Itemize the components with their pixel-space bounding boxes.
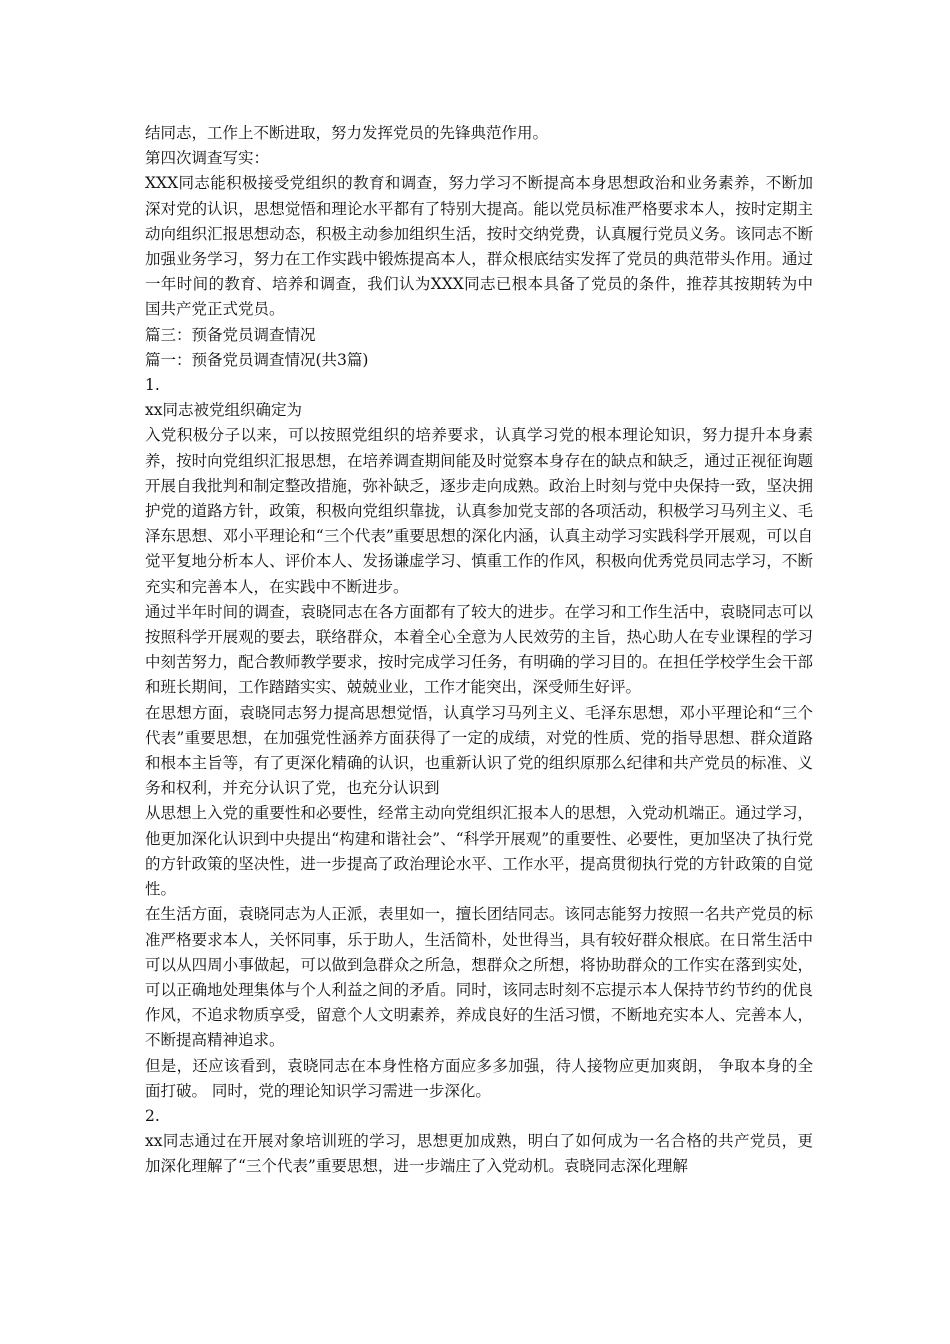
paragraph-2: 第四次调查写实： bbox=[145, 149, 270, 168]
item-number-2: 2. bbox=[145, 1106, 160, 1125]
paragraph-3: XXX同志能积极接受党组织的教育和调查，努力学习不断提高本身思想政治和业务素养，不断加深对党的认识，思想觉悟和理论水平都有了特别大提高。能以党员标准严格要求本人，按时定期主动向组织汇报思想动态，积极主动参加组织生活，按时交纳党费，认真履行党员义务。该同志不断加强业务学习，努力在工作实践中锻炼提高本人，群众根底结实发挥了党员的典范带头作用。通过一年时间的教育、培养和调查，我们认为XXX同志已根本具备了党员的条件，推荐其按期转为中国共产党正式党员。 bbox=[145, 174, 813, 319]
subsection-heading: 篇一：预备党员调查情况(共3篇) bbox=[145, 350, 369, 369]
paragraph-11: 从思想上入党的重要性和必要性，经常主动向党组织汇报本人的思想，入党动机端正。通过学习，他更加深化认识到中央提出“构建和谐社会”、“科学开展观”的重要性、必要性，更加坚决了执行党的方针政策的坚决性，进一步提高了政治理论水平、工作水平，提高贯彻执行党的方针政策的自觉性。 bbox=[145, 804, 813, 899]
paragraph-13: 但是，还应该看到，袁晓同志在本身性格方面应多多加强，待人接物应更加爽朗， 争取本身的全面打破。 同时，党的理论知识学习需进一步深化。 bbox=[145, 1056, 813, 1100]
paragraph-9: 通过半年时间的调查，袁晓同志在各方面都有了较大的进步。在学习和工作生活中，袁晓同志可以按照科学开展观的要去，联络群众，本着全心全意为人民效劳的主旨，热心助人在专业课程的学习中刻苦努力，配合教师教学要求，按时完成学习任务，有明确的学习目的。在担任学校学生会干部和班长期间，工作踏踏实实、兢兢业业，工作才能突出，深受师生好评。 bbox=[145, 602, 813, 697]
paragraph-8: 入党积极分子以来，可以按照党组织的培养要求，认真学习党的根本理论知识，努力提升本身素养，按时向党组织汇报思想，在培养调查期间能及时觉察本身存在的缺点和缺乏，通过正视征询题开展自我批判和制定整改措施，弥补缺乏，逐步走向成熟。政治上时刻与党中央保持一致，坚决拥护党的道路方针，政策，积极向党组织靠拢，认真参加党支部的各项活动，积极学习马列主义、毛泽东思想、邓小平理论和“三个代表”重要思想的深化内涵，认真主动学习实践科学开展观，可以自觉平复地分析本人、评价本人、发扬谦虚学习、慎重工作的作风，积极向优秀党员同志学习，不断充实和完善本人，在实践中不断进步。 bbox=[145, 426, 813, 596]
paragraph-10: 在思想方面，袁晓同志努力提高思想觉悟，认真学习马列主义、毛泽东思想，邓小平理论和“三个代表”重要思想，在加强党性涵养方面获得了一定的成绩，对党的性质、党的指导思想、群众道路和根本主旨等，有了更深化精确的认识，也重新认识了党的组织原那么纪律和共产党员的标准、义务和权利，并充分认识了党，也充分认识到 bbox=[145, 703, 813, 798]
item-number-1: 1. bbox=[145, 376, 160, 395]
section-heading: 篇三：预备党员调查情况 bbox=[145, 325, 316, 344]
paragraph-7: xx同志被党组织确定为 bbox=[145, 401, 302, 420]
paragraph-15: xx同志通过在开展对象培训班的学习，思想更加成熟，明白了如何成为一名合格的共产党员，更加深化理解了“三个代表”重要思想，进一步端庄了入党动机。袁晓同志深化理解 bbox=[145, 1132, 813, 1176]
document-body bbox=[145, 121, 813, 1180]
paragraph-1: 结同志，工作上不断进取，努力发挥党员的先锋典范作用。 bbox=[145, 124, 549, 142]
paragraph-12: 在生活方面，袁晓同志为人正派，表里如一，擅长团结同志。该同志能努力按照一名共产党员的标准严格要求本人，关怀同事，乐于助人，生活简朴，处世得当，具有较好群众根底。在日常生活中可以从四周小事做起，可以做到急群众之所急，想群众之所想，将协助群众的工作实在落到实处，可以正确地处理集体与个人利益之间的矛盾。同时，该同志时刻不忘提示本人保持节约节约的优良作风，不追求物质享受，留意个人文明素养，养成良好的生活习惯，不断地充实本人、完善本人，不断提高精神追求。 bbox=[145, 905, 813, 1050]
